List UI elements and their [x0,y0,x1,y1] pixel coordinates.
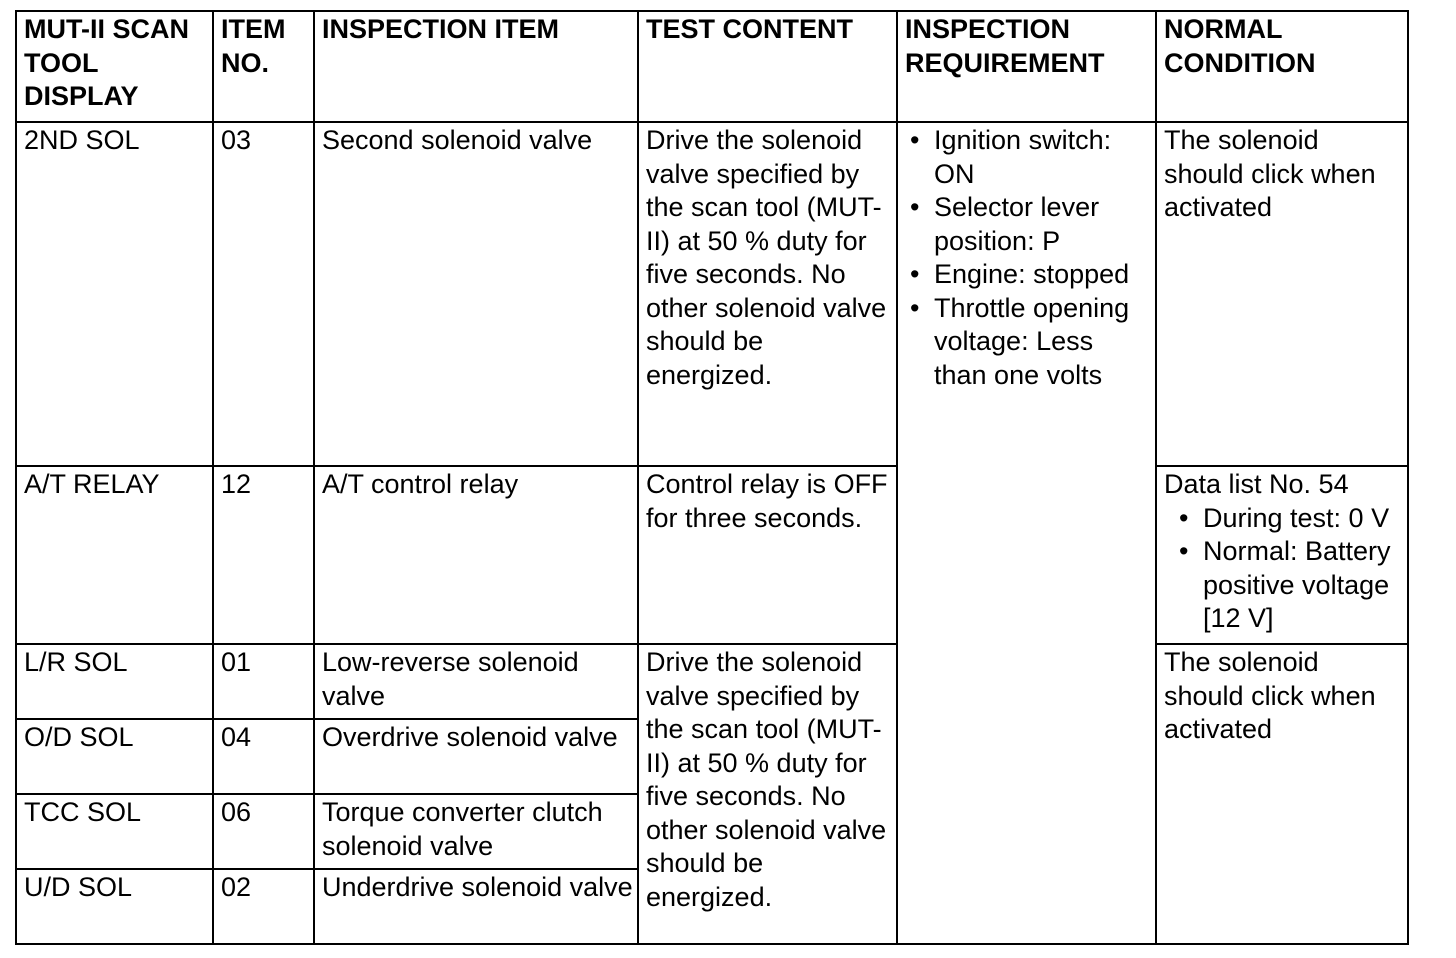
cell-item-no: 04 [213,719,314,794]
condition-list [1164,502,1403,636]
header-row [16,11,1408,122]
cell-display: L/R SOL [16,644,213,719]
header-normal-condition: NORMAL CONDITION [1156,11,1408,122]
table-row [16,644,1408,719]
cell-item-no: 12 [213,466,314,644]
cell-item-no: 02 [213,869,314,944]
list-item: • Ignition switch: ON [934,124,1151,191]
cell-normal-condition-group: The solenoid should click when activated [1156,644,1408,944]
cell-item-no: 06 [213,794,314,869]
cell-display: 2ND SOL [16,122,213,466]
requirement-list [905,124,1151,392]
list-item: • Normal: Battery positive voltage [12 V] [1203,535,1403,636]
cell-display: O/D SOL [16,719,213,794]
header-test-content: TEST CONTENT [638,11,897,122]
cell-display: TCC SOL [16,794,213,869]
cell-inspection-requirement [897,122,1156,944]
cell-inspection-item: Low-reverse solenoid valve [314,644,638,719]
cell-test-content: Control relay is OFF for three seconds. [638,466,897,644]
cell-display: U/D SOL [16,869,213,944]
cell-inspection-item: Underdrive solenoid valve [314,869,638,944]
header-inspection-requirement: INSPECTION REQUIREMENT [897,11,1156,122]
cell-item-no: 03 [213,122,314,466]
list-item: • During test: 0 V [1203,502,1403,536]
cell-test-content-group: Drive the solenoid valve specified by the scan tool (MUT-II) at 50 % duty for five seconds. No other solenoid valve should be energized. [638,644,897,944]
cell-normal-condition [1156,466,1408,644]
header-item-no: ITEM NO. [213,11,314,122]
list-item: • Throttle opening voltage: Less than one volts [934,292,1151,393]
cell-test-content: Drive the solenoid valve specified by the scan tool (MUT-II) at 50 % duty for five seconds. No other solenoid valve should be energized. [638,122,897,466]
inspection-table [15,10,1409,945]
list-item: • Selector lever position: P [934,191,1151,258]
header-scan-tool-display: MUT-II SCAN TOOL DISPLAY [16,11,213,122]
cell-display: A/T RELAY [16,466,213,644]
table-row [16,122,1408,466]
header-inspection-item: INSPECTION ITEM [314,11,638,122]
table-row [16,466,1408,644]
cell-inspection-item: Overdrive solenoid valve [314,719,638,794]
cell-inspection-item: A/T control relay [314,466,638,644]
cell-item-no: 01 [213,644,314,719]
cell-inspection-item: Second solenoid valve [314,122,638,466]
cell-normal-condition: The solenoid should click when activated [1156,122,1408,466]
list-item: • Engine: stopped [934,258,1151,292]
condition-title: Data list No. 54 [1164,469,1349,499]
cell-inspection-item: Torque converter clutch solenoid valve [314,794,638,869]
